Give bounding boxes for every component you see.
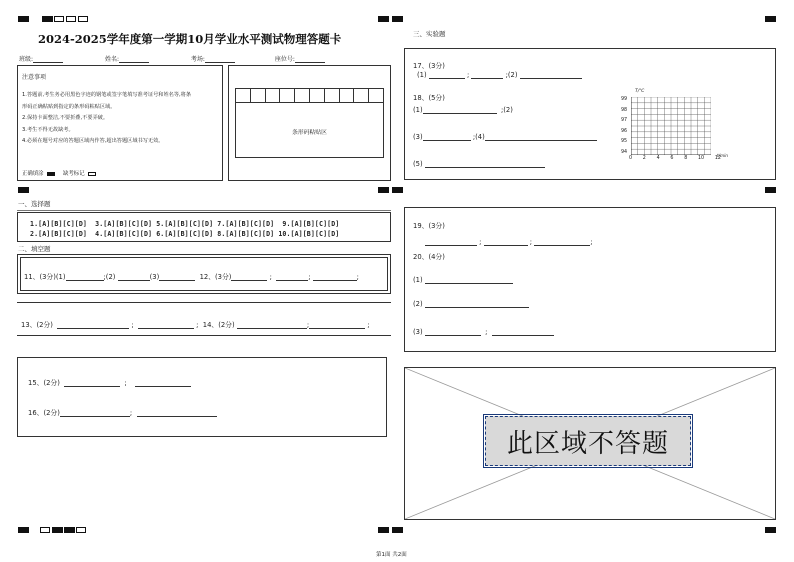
corner-mark [378,187,389,193]
barcode-area [235,88,384,158]
q11-answer-1[interactable] [66,273,104,281]
q18-row-1 [413,106,513,114]
corner-mark [392,527,403,533]
q12-answer-1[interactable] [231,273,267,281]
q20-sub-1: (1) [413,276,423,284]
q20-answer-4[interactable] [492,328,554,336]
xtick: 12 [714,156,721,161]
fill-example [22,169,96,177]
barcode-label: 条形码粘贴区 [292,130,327,136]
ytick: 96 [621,128,628,134]
q18-answer-5[interactable] [425,160,545,168]
ytick: 95 [621,139,628,144]
experiment-box-19-20 [404,207,776,352]
correct-fill-icon [47,172,55,176]
divider [17,210,391,211]
corner-mark [18,527,29,533]
correct-fill-label: 正确填涂 [22,171,44,177]
q12-answer-2[interactable] [276,273,308,281]
q17-answer-2[interactable] [471,71,503,79]
room-field[interactable] [205,55,235,63]
xtick: 8 [684,156,688,161]
xtick: 6 [670,156,674,161]
q11-answer-2[interactable] [118,273,150,281]
choice-q8[interactable]: 8.[A][B][C][D] [217,230,275,238]
q15-answer-1[interactable] [64,379,120,387]
choice-q4[interactable]: 4.[A][B][C][D] [95,230,153,238]
q20-answer-1[interactable] [425,276,513,284]
page-footer: 第1面 共2面 [376,552,407,558]
q20-sub-2: (2) [413,300,423,308]
page-title: 2024-2025学年度第一学期10月学业水平测试物理答题卡 [38,32,342,46]
choice-box [17,212,391,242]
q12-label: 12、(3分) [199,273,232,281]
choice-q3[interactable]: 3.[A][B][C][D] [95,220,153,228]
q19-answer-3[interactable] [534,238,590,246]
q19-answer-2[interactable] [484,238,528,246]
seat-field[interactable] [295,55,325,63]
graph-ylabel: T/℃ [635,89,645,94]
q14-answer-1[interactable] [237,321,307,329]
notice-item: 形码正确粘贴到指定的条形码粘贴区域。 [22,103,116,110]
barcode-box [228,65,391,181]
q17-answer-1[interactable] [429,71,465,79]
q11-label: 11、(3分)(1) [24,273,66,281]
ytick: 98 [621,107,628,113]
q18-answer-1[interactable] [423,106,497,114]
section-experiment-title: 三、实验题 [413,30,446,38]
q18-sub-4: ;(4) [472,133,485,141]
absent-mark-checkbox[interactable] [88,172,96,176]
q20-row-2 [413,300,529,308]
q15-label: 15、(2分) [28,379,60,387]
q16-answer-1[interactable] [60,409,130,417]
graph-xticks [629,156,721,161]
temperature-graph [615,89,735,165]
xtick: 2 [642,156,646,161]
info-fields [19,54,394,63]
q19-label: 19、(3分) [413,222,445,230]
q16-answer-2[interactable] [137,409,217,417]
corner-mark [392,187,403,193]
timing-box [78,16,88,22]
choice-q1[interactable]: 1.[A][B][C][D] [30,220,87,228]
q19-row: ; ; ; [425,238,593,246]
corner-mark [378,527,389,533]
notice-item: 3.考生不得无故缺考。 [22,126,74,133]
graph-grid [631,97,711,155]
corner-mark [765,527,776,533]
notice-list [22,90,191,148]
xtick: 0 [629,156,633,161]
q18-sub-2: ;(2) [500,106,513,114]
q20-answer-3[interactable] [425,328,481,336]
q11-label-3: (3) [149,273,160,281]
room-label: 考场: [190,56,205,63]
timing-box [40,527,50,533]
corner-mark [765,16,776,22]
absent-mark-label: 缺考标记 [63,171,85,177]
choice-q6[interactable]: 6.[A][B][C][D] [156,230,214,238]
timing-box [66,16,76,22]
q14-label: 14、(2分) [202,321,235,329]
timing-mark [64,527,75,533]
q19-answer-1[interactable] [425,238,477,246]
notice-heading: 注意事项 [22,74,47,81]
q20-sub-3: (3) [413,328,423,336]
fill-box-13-14 [17,302,391,336]
no-answer-region [404,367,776,520]
q18-sub-1: (1) [413,106,423,114]
graph-xlabel: t/min [717,153,728,158]
q17-sub-label: (1) [417,71,427,79]
q17-sub-label-2: ;(2) [505,71,518,79]
q20-row-3: (3) ; [413,328,554,336]
q12-answer-3[interactable] [313,273,357,281]
corner-mark [765,187,776,193]
choice-row[interactable] [30,230,339,238]
q17-row: (1) ; ;(2) [417,71,582,79]
corner-mark [392,16,403,22]
q20-row-1 [413,276,513,284]
q18-sub-5: (5) [413,160,423,168]
notice-item: 1.答题前,考生务必用黑色字迹的钢笔或签字笔填写准考证号和姓名等,将条 [22,92,192,98]
xtick: 4 [656,156,660,161]
q18-answer-3[interactable] [423,133,471,141]
fill-box-15-16 [17,357,387,437]
section-choice-title: 一、选择题 [18,200,51,208]
choice-q7[interactable]: 7.[A][B][C][D] [217,220,275,228]
q11-label-2: ;(2) [103,273,116,281]
timing-box [54,16,64,22]
class-label: 班级: [19,56,34,63]
section-fill-title: 二、填空题 [18,245,51,253]
q13-answer-2[interactable] [138,321,194,329]
q18-row-2 [413,133,597,141]
corner-mark [378,16,389,22]
q13-label: 13、(2分) [21,321,53,329]
q13-row: 13、(2分) ; ; 14、(2分) ; ; [21,321,370,329]
ytick: 97 [621,118,628,123]
exam-number-cells [236,89,383,103]
q11-answer-3[interactable] [159,273,195,281]
name-field[interactable] [119,55,149,63]
q15-row: 15、(2分) ; [28,377,191,387]
seat-label: 座位号: [274,56,295,63]
q14-answer-2[interactable] [309,321,365,329]
q16-label: 16、(2分) [28,409,60,417]
no-answer-label: 此区域不答题 [485,416,691,466]
q20-answer-2[interactable] [425,300,529,308]
q18-label: 18、(5分) [413,94,445,102]
ytick: 99 [621,97,628,102]
xtick: 10 [697,156,705,161]
q20-label: 20、(4分) [413,253,445,261]
timing-mark [42,16,53,22]
choice-q9[interactable]: 9.[A][B][C][D] [282,220,340,228]
q18-answer-4[interactable] [485,133,597,141]
corner-mark [18,187,29,193]
q18-sub-3: (3) [413,133,423,141]
q16-row: 16、(2分) ; [28,407,217,417]
notice-item: 4.必须在题号对应的答题区域内作答,超出答题区域书写无效。 [22,138,164,145]
notice-box [17,65,223,181]
fill-box-11-12 [17,254,391,294]
choice-q2[interactable]: 2.[A][B][C][D] [30,230,87,238]
q13-answer-1[interactable] [57,321,129,329]
notice-item: 2.保持卡面整洁,不要折叠,不要弄破。 [22,115,109,122]
timing-mark [52,527,63,533]
ytick: 94 [621,149,628,155]
corner-mark [18,16,29,22]
q18-row-3 [413,160,545,168]
q15-answer-2[interactable] [135,379,191,387]
class-field[interactable] [33,55,63,63]
choice-q10[interactable]: 10.[A][B][C][D] [278,230,340,238]
q17-label: 17、(3分) [413,62,445,70]
q17-answer-3[interactable] [520,71,582,79]
q11-row: 11、(3分)(1) ;(2) (3) 12、(3分) ; ; ; [24,273,359,281]
choice-row[interactable] [30,220,339,228]
experiment-box-17-18 [404,48,776,180]
timing-box [76,527,86,533]
name-label: 姓名: [104,56,119,63]
choice-q5[interactable]: 5.[A][B][C][D] [156,220,214,228]
graph-yticks [621,95,627,158]
